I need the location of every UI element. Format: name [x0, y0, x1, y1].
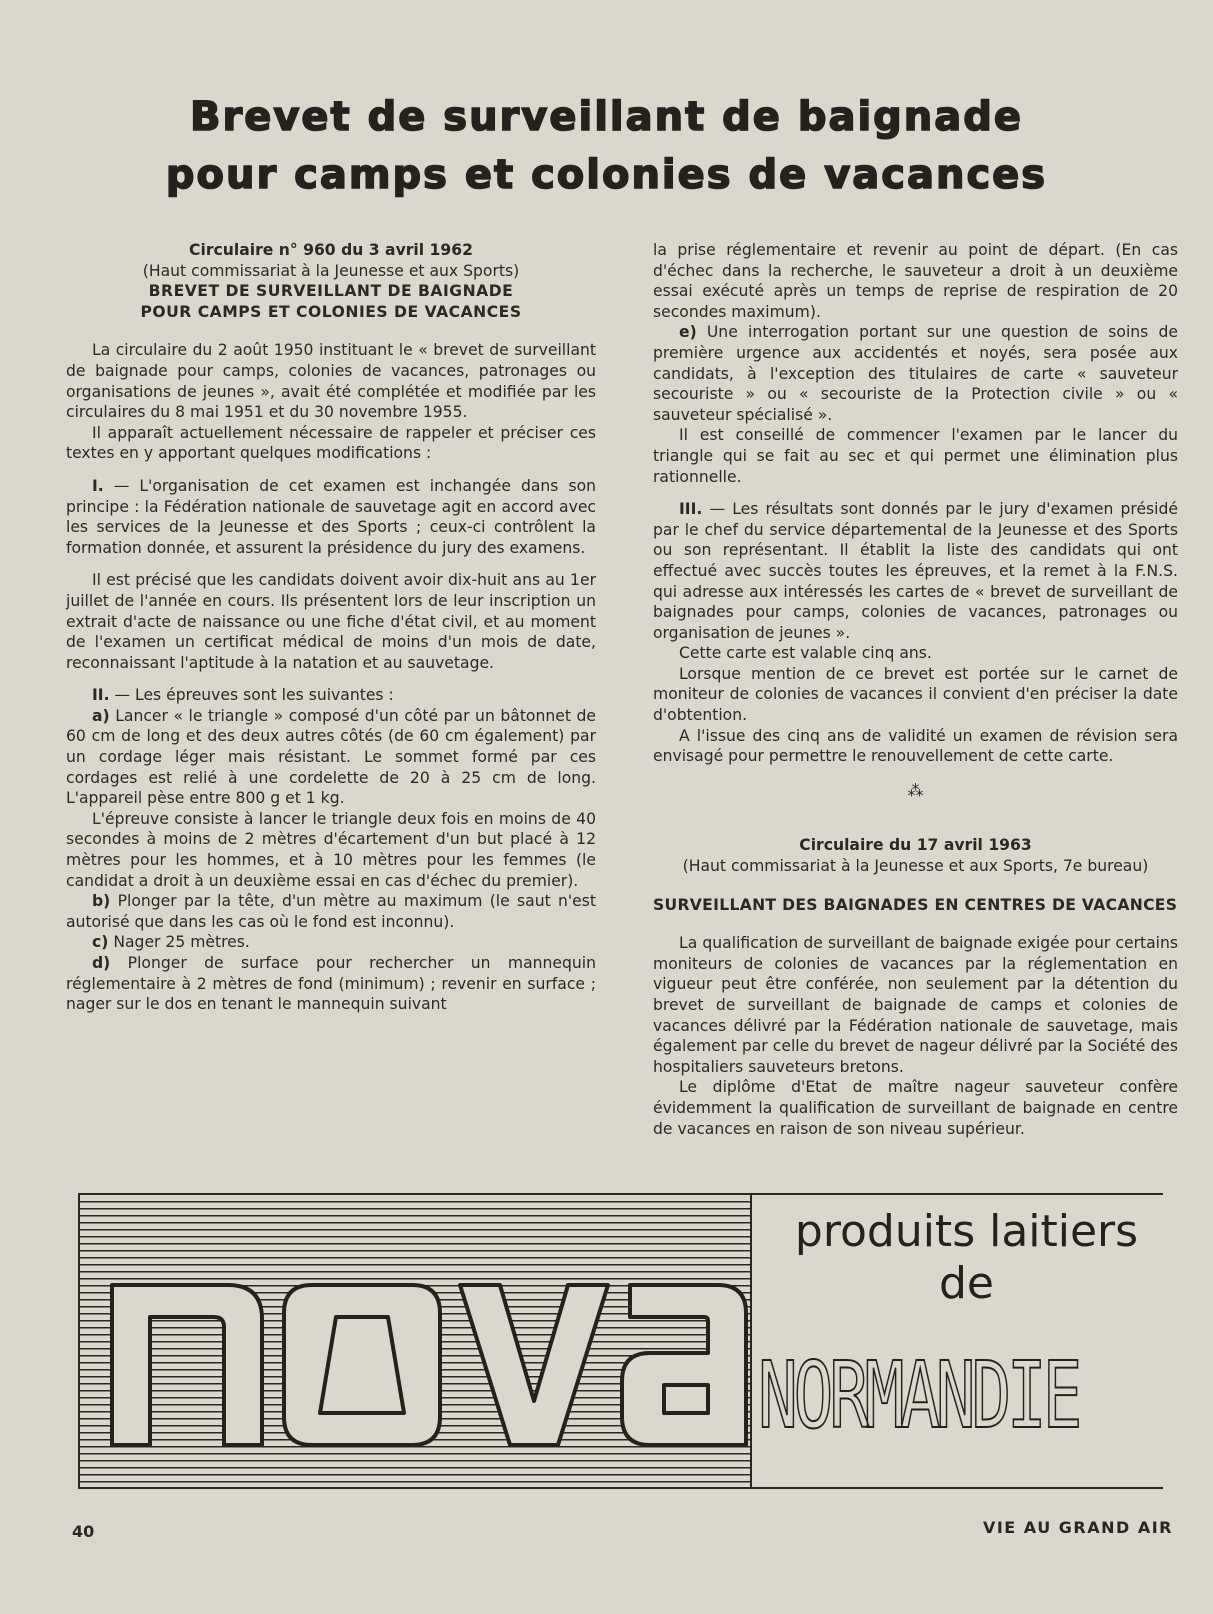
separator-stars: ⁂ [907, 780, 924, 800]
circular-1-subheading: (Haut commissariat à la Jeunesse et aux Sports) [142, 261, 520, 280]
paragraph-advice: Il est conseillé de commencer l'examen par le lancer du triangle qui se fait au sec et qui permet une élimination plus rationnelle. [653, 426, 1178, 486]
page-title [0, 88, 1213, 204]
item-a-label: a) [92, 706, 110, 725]
paragraph-age: Il est précisé que les candidats doivent avoir dix-huit ans au 1er juillet de l'année en cours. Ils présentent lors de leur inscription un extrait d'acte de naissance ou une fiche d'état civil, et au moment de l'examen un certificat médical de moins d'un mois de date, reconnaissant l'aptitude à la natation et au sauvetage. [66, 571, 596, 672]
section-2-label: II. [92, 686, 110, 705]
surveillant-heading: SURVEILLANT DES BAIGNADES EN CENTRES DE VACANCES [653, 895, 1178, 914]
circular-2-subheading: (Haut commissariat à la Jeunesse et aux Sports, 7e bureau) [682, 857, 1149, 876]
item-e-label: e) [679, 323, 697, 342]
title-line-2: pour camps et colonies de vacances [165, 152, 1048, 198]
circular-1-heading: Circulaire n° 960 du 3 avril 1962 [189, 241, 473, 259]
right-column [653, 240, 1178, 1139]
section-2 [66, 685, 596, 706]
paragraph-necessity: Il apparaît actuellement nécessaire de rappeler et préciser ces textes en y apportant quelques modifications : [66, 423, 596, 463]
item-d-continued: la prise réglementaire et revenir au point de départ. (En cas d'échec dans la recherche, le sauveteur a droit à un deuxième essai exécuté après un temps de reprise de respiration de 20 secondes maximum). [653, 241, 1178, 321]
item-d-text: Plonger de surface pour rechercher un mannequin réglementaire à 2 mètres de fond (minimum) ; revenir en surface ; nager sur le dos en tenant le mannequin suivant [66, 954, 596, 1014]
section-1 [66, 476, 596, 558]
paragraph-intro: La circulaire du 2 août 1950 instituant le « brevet de surveillant de baignade pour camps, colonies de vacances, patronages ou organisations de jeunes », avait été complétée et modifiée par les circulaires du 8 mai 1951 et du 30 novembre 1955. [66, 341, 596, 422]
left-column [66, 240, 596, 1015]
ad-text-de: de [939, 1258, 994, 1309]
item-d [66, 953, 596, 1015]
section-1-text: — L'organisation de cet examen est inchangée dans son principe : la Fédération nationale de sauvetage agit en accord avec les services de la Jeunesse et des Sports ; ceux-ci contrôlent la formation donnée, et assurent la présidence du jury des examens. [66, 476, 596, 557]
item-b [66, 891, 596, 932]
circular-2-heading: Circulaire du 17 avril 1963 [799, 836, 1032, 855]
section-2-text: — Les épreuves sont les suivantes : [109, 686, 394, 705]
section-3 [653, 499, 1178, 643]
page-number: 40 [72, 1522, 95, 1541]
paragraph-mention: Lorsque mention de ce brevet est portée sur le carnet de moniteur de colonies de vacances il convient d'en préciser la date d'obtention. [653, 664, 1178, 725]
item-c-text: Nager 25 mètres. [108, 933, 250, 952]
item-e-text: Une interrogation portant sur une question de soins de première urgence aux accidentés et noyés, sera posée aux candidats, à l'exception des titulaires de carte « sauveteur secouriste » ou « secouriste de la Protection civile » ou « sauveteur spécialisé ». [653, 323, 1178, 424]
section-3-text: — Les résultats sont donnés par le jury d'examen présidé par le chef du service départemental de la Jeunesse et des Sports ou son représentant. Il établit la liste des candidats qui ont effectué avec succès toutes les épreuves, et la remet à la F.N.S. qui adresse aux intéressés les cartes de « brevet de surveillant de baignades pour camps, colonies de vacances, patronages ou organisation de jeunes ». [653, 500, 1178, 642]
brevet-heading-2: POUR CAMPS ET COLONIES DE VACANCES [140, 302, 522, 321]
ad-text-produits-laitiers: produits laitiers [794, 1206, 1139, 1257]
brevet-heading-1: BREVET DE SURVEILLANT DE BAIGNADE [148, 282, 514, 301]
paragraph-validity: Cette carte est valable cinq ans. [679, 644, 932, 663]
paragraph-revision: A l'issue des cinq ans de validité un examen de révision sera envisagé pour permettre le renouvellement de cette carte. [653, 726, 1178, 766]
title-line-1: Brevet de surveillant de baignade [189, 94, 1024, 140]
item-e [653, 322, 1178, 425]
nova-advertisement [78, 1193, 1163, 1491]
item-b-text: Plonger par la tête, d'un mètre au maximum (le saut n'est autorisé que dans les cas où le fond est inconnu). [66, 892, 596, 931]
section-3-label: III. [679, 500, 703, 519]
item-d-label: d) [92, 954, 111, 972]
item-c [66, 932, 596, 953]
ad-divider [750, 1193, 752, 1489]
item-c-label: c) [92, 933, 109, 952]
section-1-label: I. [92, 476, 104, 495]
item-a-text: Lancer « le triangle » composé d'un côté par un bâtonnet de 60 cm de long et des deux autres côtés (de 60 cm également) par un cordage léger mais résistant. Le sommet formé par ces cordages est relié à une cordelette de 20 à 25 cm de long. L'appareil pèse entre 800 g et 1 kg. [66, 706, 596, 808]
paragraph-diploma: Le diplôme d'Etat de maître nageur sauveteur confère évidemment la qualification de surveillant de baignade en centre de vacances en raison de son niveau supérieur. [653, 1078, 1178, 1138]
paragraph-qualification: La qualification de surveillant de baignade exigée pour certains moniteurs de colonies de vacances par la réglementation en vigueur peut être conférée, non seulement par la détention du brevet de surveillant de baignade de camps et colonies de vacances délivré par la Fédération nationale de sauvetage, mais également par celle du brevet de nageur délivré par la Société des hospitaliers sauveteurs bretons. [653, 934, 1178, 1076]
item-a-continued: L'épreuve consiste à lancer le triangle deux fois en moins de 40 secondes à moins de 2 mètres d'écartement d'un but placé à 12 mètres pour les hommes, et à 10 mètres pour les femmes (le candidat a droit à un deuxième essai en cas d'échec du premier). [66, 809, 596, 890]
nova-logo [78, 1193, 750, 1489]
item-b-label: b) [92, 892, 111, 911]
item-a [66, 706, 596, 809]
magazine-name: VIE AU GRAND AIR [982, 1518, 1173, 1537]
ad-text-normandie: NORMANDIE [758, 1342, 1079, 1449]
